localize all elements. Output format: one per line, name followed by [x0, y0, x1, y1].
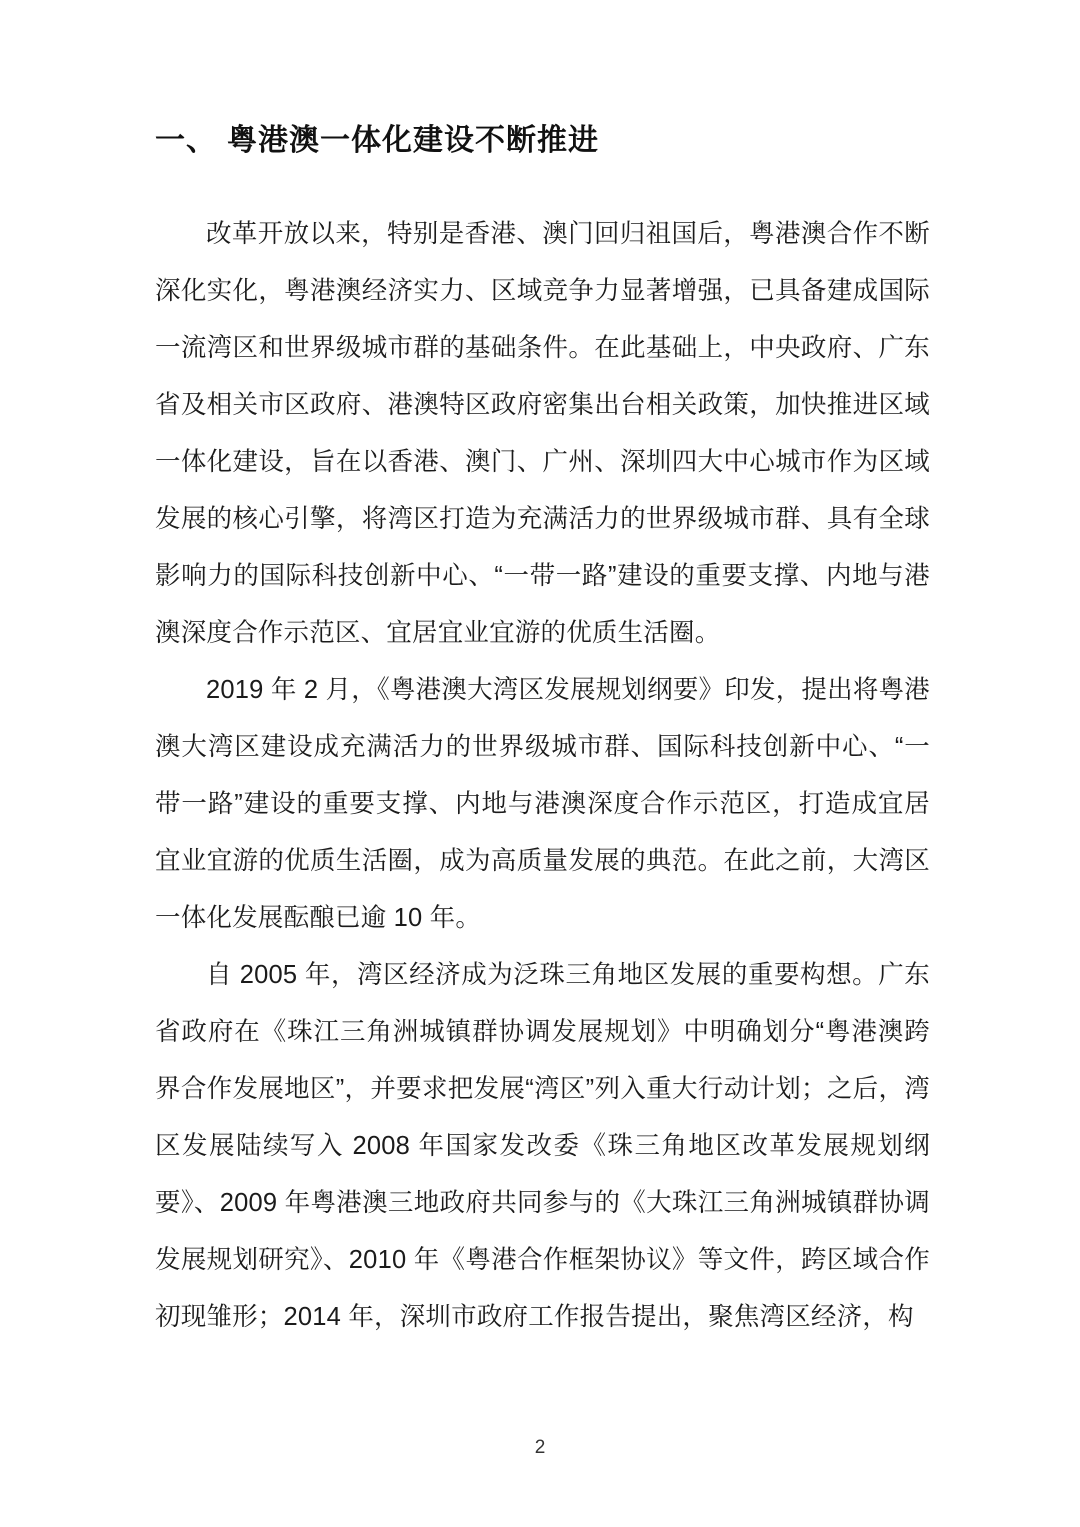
heading-text: 粤港澳一体化建设不断推进 — [227, 124, 599, 157]
body-paragraph: 改革开放以来，特别是香港、澳门回归祖国后，粤港澳合作不断深化实化，粤港澳经济实力、区域竞争力显著增强，已具备建成国际一流湾区和世界级城市群的基础条件。在此基础上，中央政府、广东省及相关市区政府、港澳特区政府密集出台相关政策，加快推进区域一体化建设，旨在以香港、澳门、广州、深圳四大中心城市作为区域发展的核心引擎，将湾区打造为充满活力的世界级城市群、具有全球影响力的国际科技创新中心、“一带一路”建设的重要支撑、内地与港澳深度合作示范区、宜居宜业宜游的优质生活圈。 — [155, 220, 930, 647]
body-paragraph: 自 2005 年，湾区经济成为泛珠三角地区发展的重要构想。广东省政府在《珠江三角洲城镇群协调发展规划》中明确划分“粤港澳跨界合作发展地区”，并要求把发展“湾区”列入重大行动计划；之后，湾区发展陆续写入 2008 年国家发改委《珠三角地区改革发展规划纲要》、2009 年粤港澳三地政府共同参与的《大珠江三角洲城镇群协调发展规划研究》、2010 年《粤港合作框架协议》等文件，跨区域合作初现雏形；2014 年，深圳市政府工作报告提出，聚焦湾区经济，构 — [155, 961, 930, 1331]
page-number: 2 — [534, 1437, 546, 1458]
heading-number: 一、 — [155, 124, 217, 157]
body-paragraph: 2019 年 2 月，《粤港澳大湾区发展规划纲要》印发，提出将粤港澳大湾区建设成充满活力的世界级城市群、国际科技创新中心、“一带一路”建设的重要支撑、内地与港澳深度合作示范区，打造成宜居宜业宜游的优质生活圈，成为高质量发展的典范。在此之前，大湾区一体化发展酝酿已逾 10 年。 — [155, 676, 930, 932]
page-title — [155, 120, 930, 162]
